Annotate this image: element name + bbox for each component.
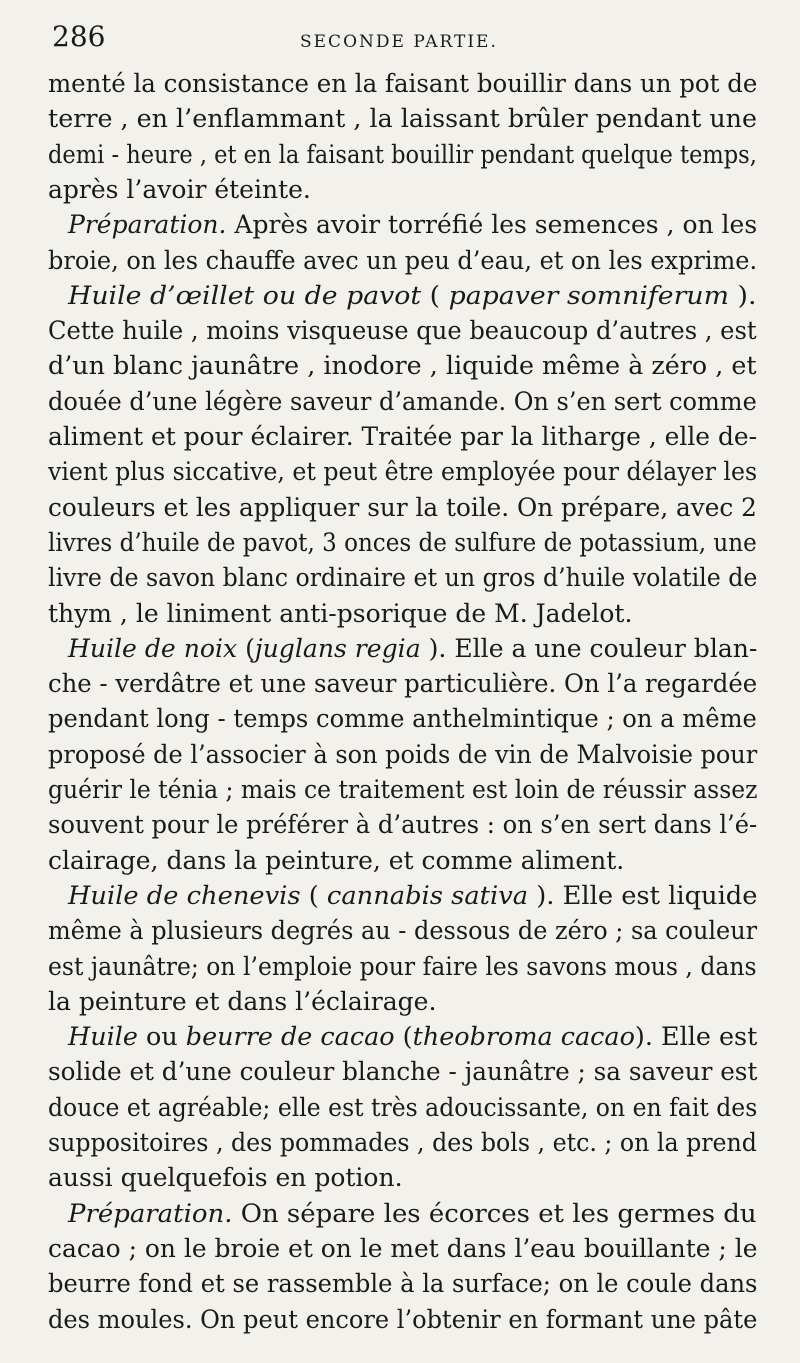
text-line xyxy=(48,525,757,561)
text-run: livre de savon blanc ordinaire et un gros d’huile volatile de xyxy=(48,563,758,593)
text-run: guérir le ténia ; mais ce traitement est loin de réussir assez xyxy=(48,775,758,804)
text-run: ( xyxy=(300,880,327,910)
text-line xyxy=(48,666,757,702)
text-run: Cette huile , moins visqueuse que beaucoup d’autres , est xyxy=(48,316,757,346)
italic-text: Huile de noix xyxy=(68,633,238,663)
text-run: Après avoir torréfié les semences , on les xyxy=(226,210,758,240)
italic-text: Préparation. xyxy=(68,1198,233,1228)
text-line xyxy=(68,207,757,243)
text-line xyxy=(48,1302,757,1338)
text-line xyxy=(48,913,757,949)
text-run: terre , en l’enflammant , la laissant brûler pendant une xyxy=(48,104,757,134)
text-run: couleurs et les appliquer sur la toile. On prépare, avec 2 xyxy=(48,492,757,522)
text-run: menté la consistance en la faisant bouillir dans un pot de xyxy=(48,69,758,98)
italic-text: theobroma cacao xyxy=(412,1022,635,1052)
text-line xyxy=(48,1231,757,1267)
text-run: ( xyxy=(237,633,255,663)
text-line xyxy=(48,313,757,349)
text-line xyxy=(48,772,757,808)
text-line xyxy=(48,737,757,773)
italic-text: Huile d’œillet ou de pavot xyxy=(68,280,422,310)
page-number: 286 xyxy=(52,20,106,53)
italic-text: Huile xyxy=(68,1022,138,1052)
text-run: proposé de l’associer à son poids de vin de Malvoisie pour xyxy=(48,739,758,769)
text-run: souvent pour le préférer à d’autres : on s’en sert dans l’é- xyxy=(48,810,758,840)
text-line xyxy=(48,172,311,208)
text-run: beurre fond et se rassemble à la surface; on le coule dans xyxy=(48,1269,758,1299)
text-line xyxy=(68,1019,757,1055)
text-line xyxy=(48,66,757,102)
text-run: ). xyxy=(729,280,757,310)
italic-text: beurre de cacao xyxy=(185,1022,395,1052)
text-run: même à plusieurs degrés au - dessous de zéro ; sa couleur xyxy=(48,916,758,946)
italic-text: Huile de chenevis xyxy=(68,880,301,910)
text-run: la peinture et dans l’éclairage. xyxy=(48,986,437,1016)
italic-text: papaver somniferum xyxy=(448,280,730,310)
text-line xyxy=(48,137,757,173)
text-line xyxy=(68,631,757,667)
page-header xyxy=(0,18,800,58)
text-line xyxy=(48,984,436,1020)
text-run: vient plus siccative, et peut être employée pour délayer les xyxy=(48,457,758,487)
italic-text: juglans regia xyxy=(254,633,421,663)
text-run: d’un blanc jaunâtre , inodore , liquide même à zéro , et xyxy=(48,351,757,381)
text-run: thym , le liniment anti-psorique de M. Jadelot. xyxy=(48,598,633,628)
text-line xyxy=(48,490,757,526)
text-line xyxy=(48,1266,757,1302)
text-line xyxy=(48,843,624,879)
text-run: ou xyxy=(137,1022,186,1052)
text-line xyxy=(48,949,757,985)
text-run: aussi quelquefois en potion. xyxy=(48,1163,403,1193)
running-head: SECONDE PARTIE. xyxy=(300,32,498,52)
text-line xyxy=(48,1160,403,1196)
italic-text: cannabis sativa xyxy=(326,880,529,910)
text-line xyxy=(48,384,757,420)
text-run: On sépare les écorces et les germes du xyxy=(232,1198,757,1228)
text-line xyxy=(68,278,756,314)
text-line xyxy=(48,807,757,843)
text-run: ). Elle a une couleur blan- xyxy=(420,633,758,663)
text-run: douce et agréable; elle est très adoucissante, on en fait des xyxy=(48,1092,758,1122)
text-run: broie, on les chauffe avec un peu d’eau, et on les exprime. xyxy=(48,245,758,275)
text-line xyxy=(48,1125,757,1161)
text-line xyxy=(48,348,757,384)
text-run: clairage, dans la peinture, et comme aliment. xyxy=(48,845,625,875)
text-run: aliment et pour éclairer. Traitée par la litharge , elle de- xyxy=(48,422,758,451)
text-run: est jaunâtre; on l’emploie pour faire les savons mous , dans xyxy=(48,951,757,981)
text-run: ( xyxy=(421,280,449,310)
text-run: livres d’huile de pavot, 3 onces de sulfure de potassium, une xyxy=(48,527,757,557)
text-line xyxy=(48,454,757,490)
text-run: suppositoires , des pommades , des bols , etc. ; on la prend xyxy=(48,1128,757,1157)
text-line xyxy=(48,560,757,596)
text-line xyxy=(68,1196,757,1232)
text-line xyxy=(48,419,757,455)
text-run: des moules. On peut encore l’obtenir en formant une pâte xyxy=(48,1304,758,1334)
text-line xyxy=(48,1090,757,1126)
text-run: ( xyxy=(394,1022,413,1052)
text-run: ). Elle est xyxy=(634,1022,758,1052)
text-line xyxy=(48,596,632,632)
text-line xyxy=(48,101,757,137)
text-run: demi - heure , et en la faisant bouillir pendant quelque temps, xyxy=(48,139,757,169)
text-run: après l’avoir éteinte. xyxy=(48,174,311,204)
text-run: che - verdâtre et une saveur particulière. On l’a regardée xyxy=(48,669,758,699)
text-line xyxy=(48,701,757,737)
text-line xyxy=(48,243,757,279)
text-run: cacao ; on le broie et on le met dans l’eau bouillante ; le xyxy=(48,1233,758,1263)
text-line xyxy=(68,878,757,914)
text-run: pendant long - temps comme anthelmintique ; on a même xyxy=(48,704,757,734)
text-run: solide et d’une couleur blanche - jaunâtre ; sa saveur est xyxy=(48,1057,758,1087)
text-run: ). Elle est liquide xyxy=(528,880,758,910)
text-run: douée d’une légère saveur d’amande. On s’en sert comme xyxy=(48,386,757,416)
text-line xyxy=(48,1054,757,1090)
italic-text: Préparation. xyxy=(68,210,227,240)
